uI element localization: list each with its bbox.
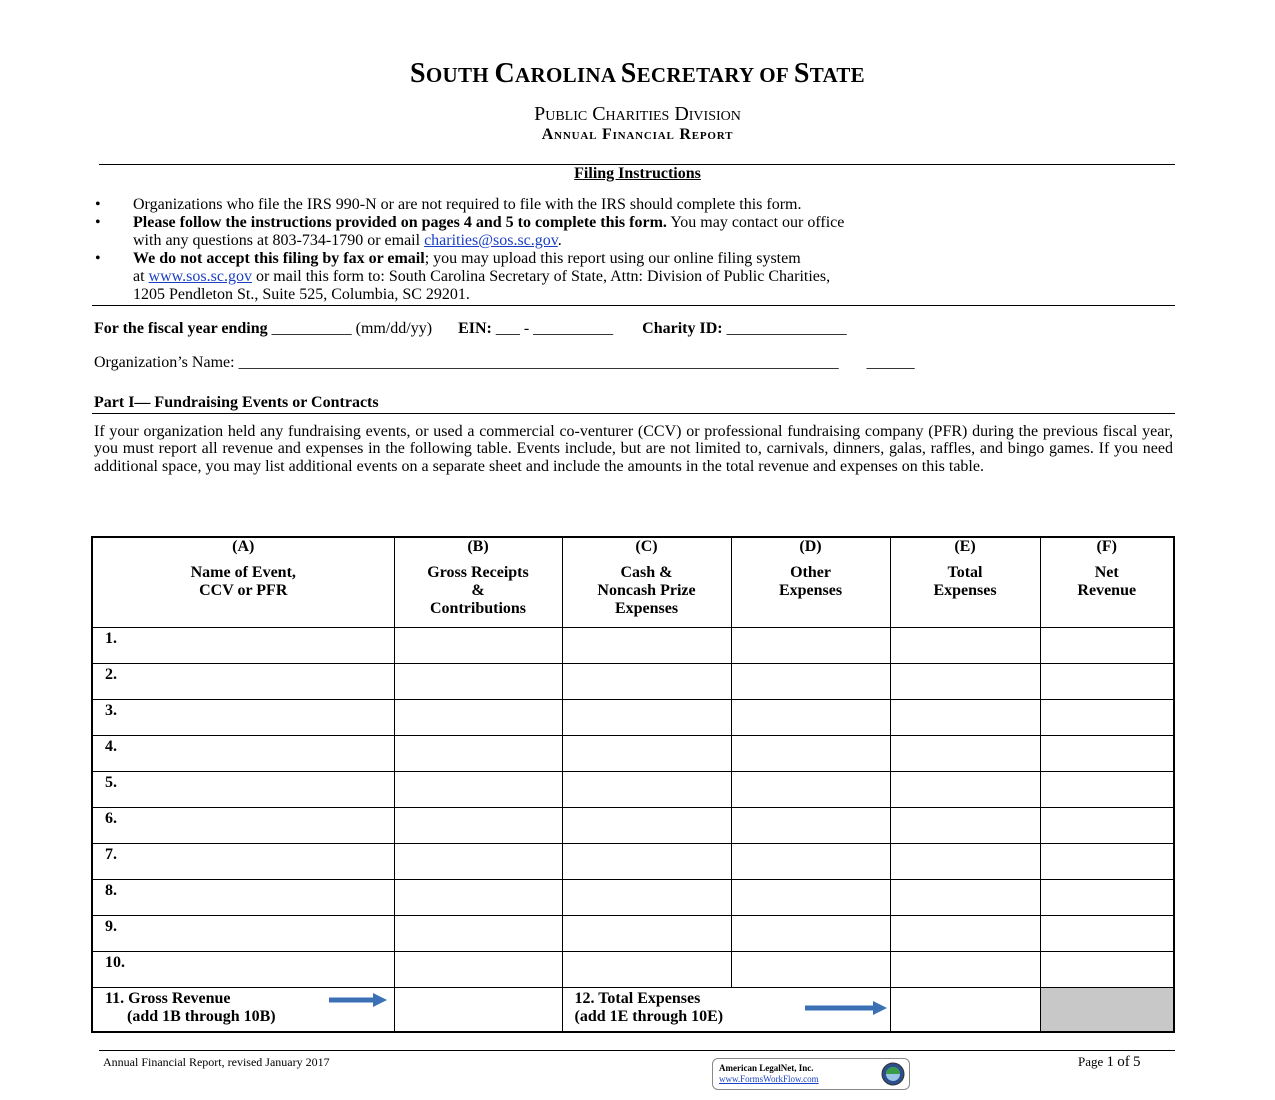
table-row xyxy=(92,807,1174,843)
row-cell[interactable] xyxy=(1040,951,1174,987)
row-number: 4. xyxy=(105,737,117,755)
row-cell[interactable] xyxy=(731,807,890,843)
total-expenses-hint: (add 1E through 10E) xyxy=(574,1007,724,1025)
row-cell[interactable] xyxy=(1040,915,1174,951)
row-cell[interactable] xyxy=(562,843,731,879)
part1-paragraph: If your organization held any fundraising events, or used a commercial co-venturer (CCV) or professional fundraising company (PFR) during the previous fiscal year, you must report all revenue and expenses in the following table. Events include, but are not limited to, carnivals, dinners, galas, raffles, and bingo games. If you need additional space, you may list additional events on a separate sheet and include the amounts in the total revenue and expenses on this table. xyxy=(94,423,1173,475)
column-header-c: (C) Cash & Noncash Prize Expenses xyxy=(562,537,731,627)
part1-heading: Part I— Fundraising Events or Contracts xyxy=(94,394,379,411)
row-number: 5. xyxy=(105,773,117,791)
row-cell[interactable] xyxy=(1040,663,1174,699)
table-row xyxy=(92,663,1174,699)
table-row xyxy=(92,735,1174,771)
instruction-3-address: 1205 Pendleton St., Suite 525, Columbia, SC 29201. xyxy=(133,286,470,303)
row-event-name-cell[interactable] xyxy=(92,699,394,735)
row-event-name-cell[interactable] xyxy=(92,627,394,663)
org-name-field-2[interactable]: ______ xyxy=(866,354,915,371)
totals-row xyxy=(92,987,1174,1032)
website-link[interactable]: www.sos.sc.gov xyxy=(148,268,252,285)
row-number: 7. xyxy=(105,845,117,863)
gross-revenue-label xyxy=(92,987,394,1032)
email-link[interactable]: charities@sos.sc.gov xyxy=(424,232,558,249)
row-event-name-cell[interactable] xyxy=(92,771,394,807)
row-cell[interactable] xyxy=(731,699,890,735)
column-header-f: (F) Net Revenue xyxy=(1040,537,1174,627)
row-event-name-cell[interactable] xyxy=(92,843,394,879)
instruction-2-bold: Please follow the instructions provided on pages 4 and 5 to complete this form. xyxy=(133,214,667,231)
row-cell[interactable] xyxy=(1040,627,1174,663)
row-cell[interactable] xyxy=(731,735,890,771)
badge-url: www.FormsWorkFlow.com xyxy=(719,1074,819,1084)
total-expenses-label xyxy=(562,987,890,1032)
row-cell[interactable] xyxy=(890,735,1040,771)
row-event-name-cell[interactable] xyxy=(92,735,394,771)
row-cell[interactable] xyxy=(890,627,1040,663)
page-title xyxy=(0,58,1275,90)
row-cell[interactable] xyxy=(394,807,562,843)
row-cell[interactable] xyxy=(731,663,890,699)
arrow-right-icon xyxy=(327,992,389,1008)
title-cap: S xyxy=(620,58,637,89)
row-cell[interactable] xyxy=(1040,699,1174,735)
column-header-b: (B) Gross Receipts & Contributions xyxy=(394,537,562,627)
row-cell[interactable] xyxy=(394,915,562,951)
row-number: 6. xyxy=(105,809,117,827)
row-event-name-cell[interactable] xyxy=(92,915,394,951)
row-cell[interactable] xyxy=(394,663,562,699)
legalnet-badge[interactable] xyxy=(712,1058,910,1090)
row-cell[interactable] xyxy=(394,771,562,807)
row-cell[interactable] xyxy=(562,951,731,987)
badge-name: American LegalNet, Inc. xyxy=(719,1063,814,1073)
table-row xyxy=(92,771,1174,807)
column-header-a: (A) Name of Event, CCV or PFR xyxy=(92,537,394,627)
row-cell[interactable] xyxy=(890,771,1040,807)
report-title: Annual Financial Report xyxy=(541,126,734,143)
page-total: 5 xyxy=(1133,1054,1141,1070)
row-cell[interactable] xyxy=(890,843,1040,879)
org-name-row xyxy=(94,354,1175,372)
title-cap: S xyxy=(793,58,810,89)
instruction-2-text: You may contact our office xyxy=(666,214,845,231)
row-cell[interactable] xyxy=(1040,843,1174,879)
row-cell[interactable] xyxy=(731,879,890,915)
row-cell[interactable] xyxy=(890,879,1040,915)
table-row xyxy=(92,627,1174,663)
charity-id-field[interactable]: _______________ xyxy=(726,320,847,337)
row-event-name-cell[interactable] xyxy=(92,807,394,843)
column-header-e: (E) Total Expenses xyxy=(890,537,1040,627)
row-cell[interactable] xyxy=(562,807,731,843)
page-current: 1 xyxy=(1106,1054,1115,1070)
column-header-d: (D) Other Expenses xyxy=(731,537,890,627)
title-cap: C xyxy=(494,58,516,89)
row-cell[interactable] xyxy=(1040,879,1174,915)
instruction-3-text2: or mail this form to: South Carolina Secretary of State, Attn: Division of Public Charities, xyxy=(251,268,831,285)
filing-instructions-heading: Filing Instructions xyxy=(574,165,701,182)
row-cell[interactable] xyxy=(731,771,890,807)
row-cell[interactable] xyxy=(562,915,731,951)
instructions-list xyxy=(0,196,1275,306)
row-cell[interactable] xyxy=(731,951,890,987)
fiscal-year-label: For the fiscal year ending xyxy=(94,320,268,337)
row-cell[interactable] xyxy=(890,951,1040,987)
division-title: Public Charities Division xyxy=(534,103,741,125)
shaded-cell xyxy=(1040,987,1174,1032)
row-number: 10. xyxy=(105,953,125,971)
gross-revenue-cell[interactable] xyxy=(394,987,562,1032)
table-row xyxy=(92,879,1174,915)
fiscal-row xyxy=(94,320,1175,338)
title-rest: TATE xyxy=(809,63,865,87)
row-cell[interactable] xyxy=(562,627,731,663)
row-cell[interactable] xyxy=(890,807,1040,843)
row-cell[interactable] xyxy=(394,879,562,915)
fiscal-year-format: (mm/dd/yy) xyxy=(355,320,433,337)
instruction-3 xyxy=(133,250,1173,304)
row-number: 1. xyxy=(105,629,117,647)
row-cell[interactable] xyxy=(394,699,562,735)
gross-revenue-title: 11. Gross Revenue xyxy=(105,989,231,1007)
row-cell[interactable] xyxy=(1040,771,1174,807)
bullet-icon: • xyxy=(95,214,101,231)
total-expenses-title: 12. Total Expenses xyxy=(574,989,701,1007)
divider xyxy=(92,305,1175,306)
table-row xyxy=(92,951,1174,987)
row-number: 9. xyxy=(105,917,117,935)
row-cell[interactable] xyxy=(890,915,1040,951)
fiscal-year-field[interactable]: __________ xyxy=(271,320,352,337)
page-number xyxy=(1078,1054,1141,1071)
charity-id-label: Charity ID: xyxy=(642,320,723,337)
arrow-right-icon xyxy=(803,1000,889,1016)
title-rest: ECRETARY OF xyxy=(636,63,794,87)
bullet-icon: • xyxy=(95,196,101,213)
divider xyxy=(92,413,1175,414)
gross-revenue-hint: (add 1B through 10B) xyxy=(127,1007,276,1025)
row-event-name-cell[interactable] xyxy=(92,663,394,699)
fundraising-table xyxy=(91,536,1175,1033)
instruction-2-line2: with any questions at 803-734-1790 or email xyxy=(133,232,425,249)
row-number: 8. xyxy=(105,881,117,899)
title-cap: S xyxy=(410,58,426,89)
ein-label: EIN: xyxy=(458,320,492,337)
row-cell[interactable] xyxy=(394,951,562,987)
row-cell[interactable] xyxy=(562,699,731,735)
row-cell[interactable] xyxy=(731,627,890,663)
instruction-3-bold: We do not accept this filing by fax or email xyxy=(133,250,425,267)
row-number: 2. xyxy=(105,665,117,683)
page-of: of xyxy=(1117,1054,1130,1070)
row-cell[interactable] xyxy=(562,735,731,771)
row-event-name-cell[interactable] xyxy=(92,951,394,987)
ein-field[interactable]: ___ - __________ xyxy=(495,320,614,337)
table-header-row xyxy=(92,537,1174,627)
table-row xyxy=(92,915,1174,951)
row-cell[interactable] xyxy=(562,879,731,915)
row-number: 3. xyxy=(105,701,117,719)
org-name-field[interactable]: ___________________________________________________________________________ xyxy=(238,354,839,371)
bullet-icon: • xyxy=(95,250,101,267)
row-cell[interactable] xyxy=(1040,807,1174,843)
row-cell[interactable] xyxy=(394,735,562,771)
globe-icon xyxy=(880,1061,906,1087)
page-label: Page xyxy=(1078,1054,1104,1069)
instruction-3-text: ; you may upload this report using our online filing system xyxy=(424,250,801,267)
instruction-1: Organizations who file the IRS 990-N or are not required to file with the IRS should complete this form. xyxy=(133,196,802,213)
row-cell[interactable] xyxy=(1040,735,1174,771)
row-cell[interactable] xyxy=(394,843,562,879)
title-rest: OUTH xyxy=(425,63,495,87)
total-expenses-cell[interactable] xyxy=(890,987,1040,1032)
title-rest: AROLINA xyxy=(515,63,621,87)
footer-divider xyxy=(99,1050,1175,1051)
instruction-2-end: . xyxy=(557,232,562,249)
row-cell[interactable] xyxy=(562,663,731,699)
row-cell[interactable] xyxy=(562,771,731,807)
row-cell[interactable] xyxy=(394,627,562,663)
org-name-label: Organization’s Name: xyxy=(94,354,235,371)
row-event-name-cell[interactable] xyxy=(92,879,394,915)
row-cell[interactable] xyxy=(731,843,890,879)
instruction-3-at: at xyxy=(133,268,149,285)
row-cell[interactable] xyxy=(890,663,1040,699)
instruction-2 xyxy=(133,214,1173,250)
table-row xyxy=(92,699,1174,735)
table-row xyxy=(92,843,1174,879)
row-cell[interactable] xyxy=(731,915,890,951)
row-cell[interactable] xyxy=(890,699,1040,735)
footer-revised: Annual Financial Report, revised January 2017 xyxy=(103,1055,330,1069)
